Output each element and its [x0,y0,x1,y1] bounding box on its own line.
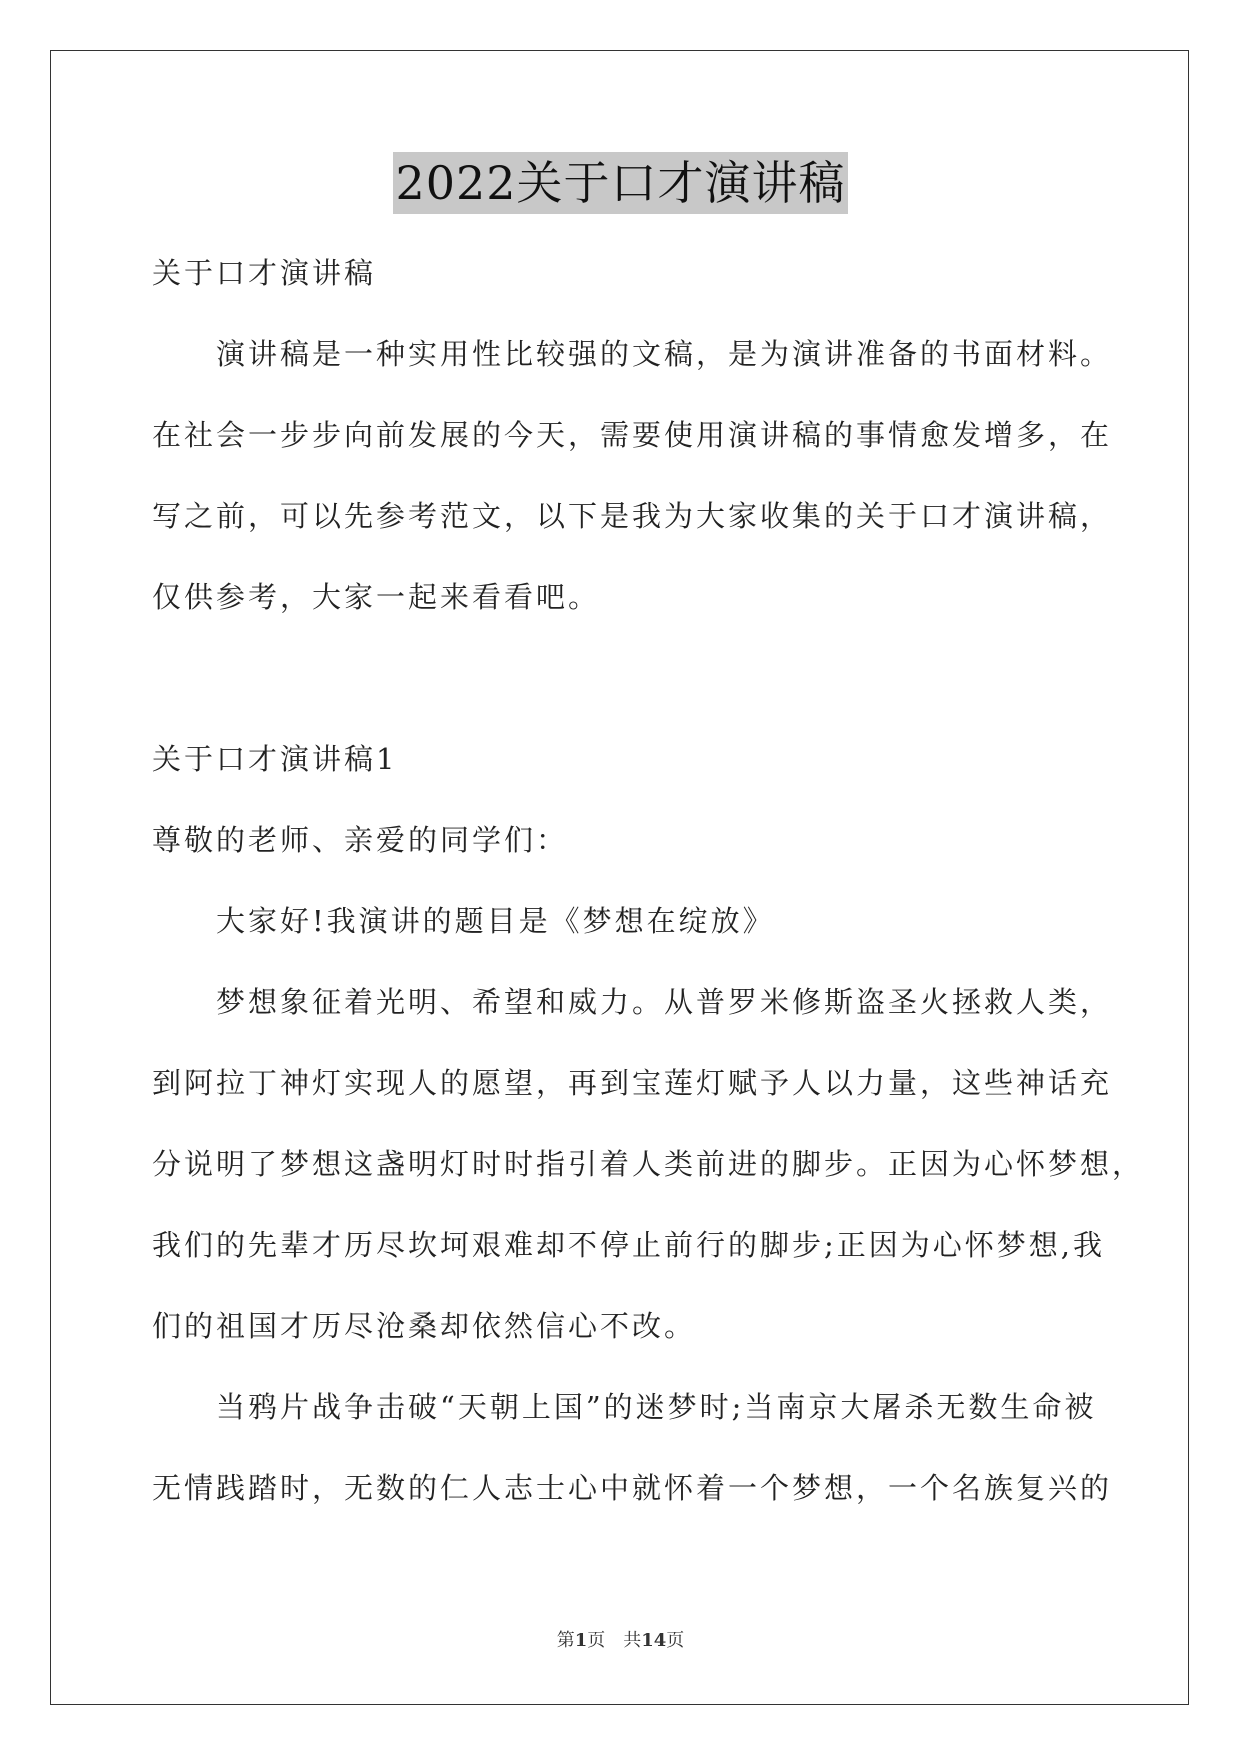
paragraph-line: 我们的先辈才历尽坎坷艰难却不停止前行的脚步;正因为心怀梦想,我 [152,1228,1105,1262]
total-prefix: 共 [623,1630,642,1651]
paragraph-line: 大家好!我演讲的题目是《梦想在绽放》 [216,904,775,938]
paragraph-line: 仅供参考，大家一起来看看吧。 [152,580,601,614]
paragraph-line: 在社会一步步向前发展的今天，需要使用演讲稿的事情愈发增多，在 [152,418,1113,452]
page-footer [0,1626,1241,1652]
document-title: 2022关于口才演讲稿 [393,152,847,214]
paragraph-line: 当鸦片战争击破“天朝上国”的迷梦时;当南京大屠杀无数生命被 [216,1390,1097,1424]
paragraph-line: 到阿拉丁神灯实现人的愿望，再到宝莲灯赋予人以力量，这些神话充 [152,1066,1113,1100]
section-heading: 关于口才演讲稿1 [152,742,398,776]
total-suffix: 页 [666,1630,685,1651]
paragraph-line: 写之前，可以先参考范文，以下是我为大家收集的关于口才演讲稿， [152,499,1113,533]
page-suffix: 页 [587,1630,606,1651]
blank-gap [152,658,1098,739]
paragraph-line: 演讲稿是一种实用性比较强的文稿，是为演讲准备的书面材料。 [216,337,1113,371]
paragraph-line: 无情践踏时，无数的仁人志士心中就怀着一个梦想，一个名族复兴的 [152,1471,1113,1505]
salutation: 尊敬的老师、亲爱的同学们： [152,823,569,857]
title-container [0,152,1241,214]
document-body [152,253,1145,1549]
paragraph-line: 梦想象征着光明、希望和威力。从普罗米修斯盗圣火拯救人类， [216,985,1113,1019]
paragraph-line: 分说明了梦想这盏明灯时时指引着人类前进的脚步。正因为心怀梦想， [152,1147,1145,1181]
page-total: 14 [641,1630,667,1651]
paragraph-line: 们的祖国才历尽沧桑却依然信心不改。 [152,1309,697,1343]
page-prefix: 第 [556,1630,575,1651]
page-number: 1 [574,1630,588,1651]
intro-heading: 关于口才演讲稿 [152,256,377,290]
